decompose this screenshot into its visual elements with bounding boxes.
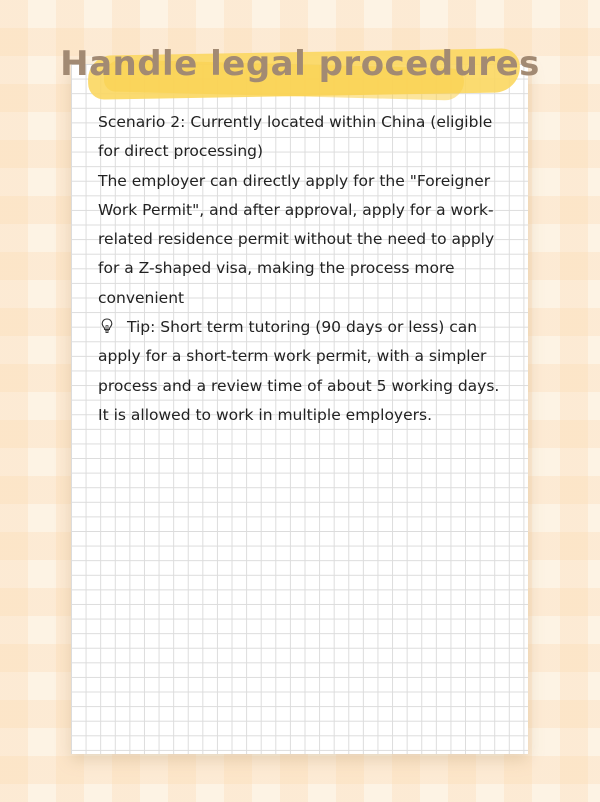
tip-paragraph [98, 313, 510, 430]
tip-text: Tip: Short term tutoring (90 days or less) can apply for a short-term work permit, with a simpler process and a review time of about 5 working days. It is allowed to work in multiple employers. [98, 318, 500, 424]
content-block [98, 108, 510, 430]
page-title: Handle legal procedures [60, 44, 540, 84]
description-text: The employer can directly apply for the "Foreigner Work Permit", and after approval, apply for a work-related residence permit without the need to apply for a Z-shaped visa, making the process more convenient [98, 171, 495, 307]
lightbulb-icon [101, 318, 113, 334]
title-banner [0, 20, 600, 90]
scenario-text: Scenario 2: Currently located within China (eligible for direct processing) [98, 113, 493, 161]
